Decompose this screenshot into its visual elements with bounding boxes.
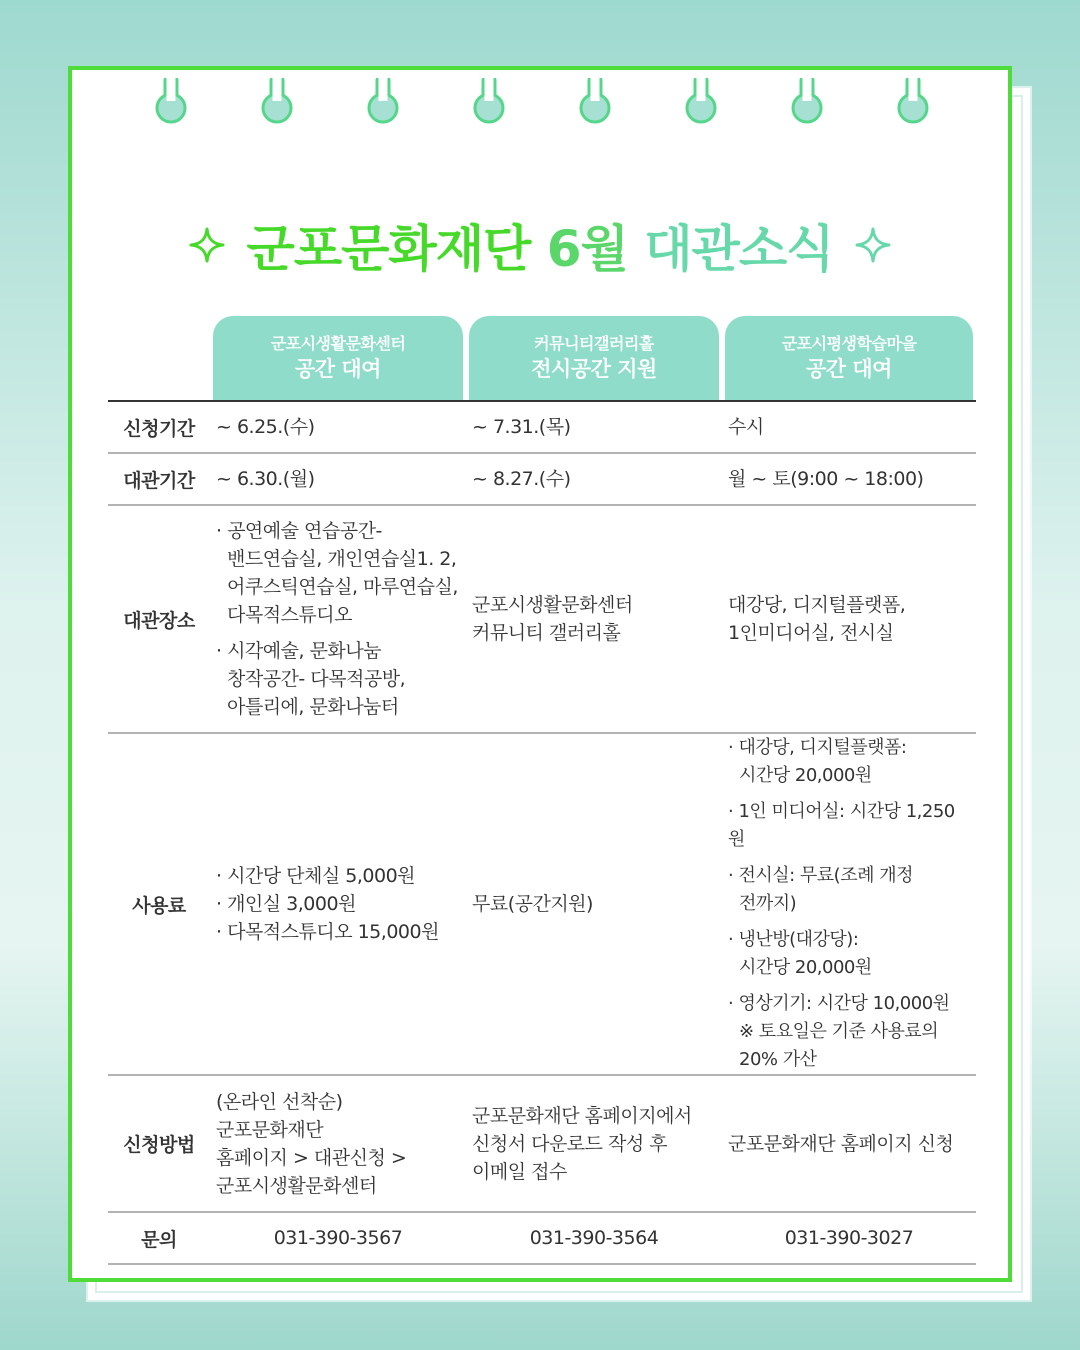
text-line: 신청서 다운로드 작성 후 — [472, 1132, 668, 1155]
table-row-method — [108, 1075, 976, 1212]
text-line: 이메일 접수 — [472, 1160, 567, 1183]
text-line: · 대강당, 디지털플랫폼: — [728, 737, 907, 758]
column-header-life-culture-center: 군포시생활문화센터 공간 대여 — [213, 316, 463, 400]
table-cell: 월 ~ 토(9:00 ~ 18:00) — [722, 453, 976, 505]
text-line: 군포문화재단 홈페이지에서 — [472, 1104, 692, 1127]
table-row-venue — [108, 505, 976, 733]
row-label: 문의 — [108, 1212, 210, 1264]
table-cell: ~ 8.27.(수) — [466, 453, 722, 505]
table-row-rental-period — [108, 453, 976, 505]
phone-number: 031-390-3564 — [466, 1212, 722, 1264]
text-line: 20% 가산 — [739, 1049, 817, 1070]
phone-number: 031-390-3027 — [722, 1212, 976, 1264]
table-cell: 수시 — [722, 401, 976, 453]
text-line: 시간당 20,000원 — [739, 957, 872, 978]
table-cell — [722, 505, 976, 733]
notebook-page — [68, 66, 1012, 1282]
text-line: 다목적스튜디오 — [227, 604, 352, 626]
table-cell: ~ 7.31.(목) — [466, 401, 722, 453]
row-label: 사용료 — [108, 733, 210, 1075]
sparkle-icon — [189, 227, 225, 263]
ring-icon — [472, 78, 506, 124]
text-line: · 공연예술 연습공간- — [216, 520, 382, 542]
text-line: 어쿠스틱연습실, 마루연습실, — [227, 576, 458, 598]
table-cell — [210, 733, 466, 1075]
text-line: ※ 토요일은 기준 사용료의 — [739, 1021, 939, 1042]
ring-icon — [684, 78, 718, 124]
text-line: 밴드연습실, 개인연습실1. 2, — [227, 548, 457, 570]
text-line: · 시각예술, 문화나눔 — [216, 640, 381, 662]
table-row-apply-period — [108, 401, 976, 453]
text-line: 군포시생활문화센터 — [472, 594, 633, 616]
text-line: · 영상기기: 시간당 10,000원 — [728, 993, 950, 1014]
text-line: · 시간당 단체실 5,000원 — [216, 865, 416, 887]
row-label: 신청기간 — [108, 401, 210, 453]
title-row — [72, 210, 1008, 280]
ring-icon — [154, 78, 188, 124]
text-line: 아틀리에, 문화나눔터 — [227, 696, 399, 718]
table-cell — [466, 1075, 722, 1212]
ring-icon — [366, 78, 400, 124]
page-title: 군포문화재단 6월 대관소식 — [246, 220, 834, 278]
text-line: (온라인 선착순) — [216, 1090, 343, 1113]
table-cell — [466, 505, 722, 733]
table-cell: ~ 6.30.(월) — [210, 453, 466, 505]
text-line: 홈페이지 > 대관신청 > — [216, 1146, 407, 1169]
row-label: 대관장소 — [108, 505, 210, 733]
row-label: 신청방법 — [108, 1075, 210, 1212]
table-cell: ~ 6.25.(수) — [210, 401, 466, 453]
text-line: 창작공간- 다목적공방, — [227, 668, 406, 690]
column-header-community-gallery: 커뮤니티갤러리홀 전시공간 지원 — [469, 316, 719, 400]
table-cell — [722, 733, 976, 1075]
ring-icon — [260, 78, 294, 124]
rental-info-table — [108, 316, 976, 1265]
phone-number: 031-390-3567 — [210, 1212, 466, 1264]
ring-icon — [896, 78, 930, 124]
table-cell — [210, 1075, 466, 1212]
text-line: · 다목적스튜디오 15,000원 — [216, 921, 439, 943]
row-label: 대관기간 — [108, 453, 210, 505]
text-line: · 1인 미디어실: 시간당 1,250원 — [728, 801, 955, 850]
text-line: · 개인실 3,000원 — [216, 893, 356, 915]
ring-icon — [578, 78, 612, 124]
table-cell — [210, 505, 466, 733]
text-line: 전까지) — [739, 893, 797, 914]
ring-icon — [790, 78, 824, 124]
text-line: 군포문화재단 — [216, 1118, 324, 1141]
sparkle-icon — [855, 227, 891, 263]
text-line: 대강당, 디지털플랫폼, — [728, 594, 906, 616]
text-line: 군포시생활문화센터 — [216, 1174, 377, 1197]
table-row-fee — [108, 733, 976, 1075]
table-row-contact — [108, 1212, 976, 1264]
column-header-lifelong-learning: 군포시평생학습마을 공간 대여 — [725, 316, 973, 400]
text-line: 1인미디어실, 전시실 — [728, 622, 894, 644]
text-line: 커뮤니티 갤러리홀 — [472, 622, 621, 644]
table-cell: 군포문화재단 홈페이지 신청 — [722, 1075, 976, 1212]
text-line: 시간당 20,000원 — [739, 765, 872, 786]
text-line: · 전시실: 무료(조례 개정 — [728, 865, 913, 886]
table-cell: 무료(공간지원) — [466, 733, 722, 1075]
text-line: · 냉난방(대강당): — [728, 929, 859, 950]
